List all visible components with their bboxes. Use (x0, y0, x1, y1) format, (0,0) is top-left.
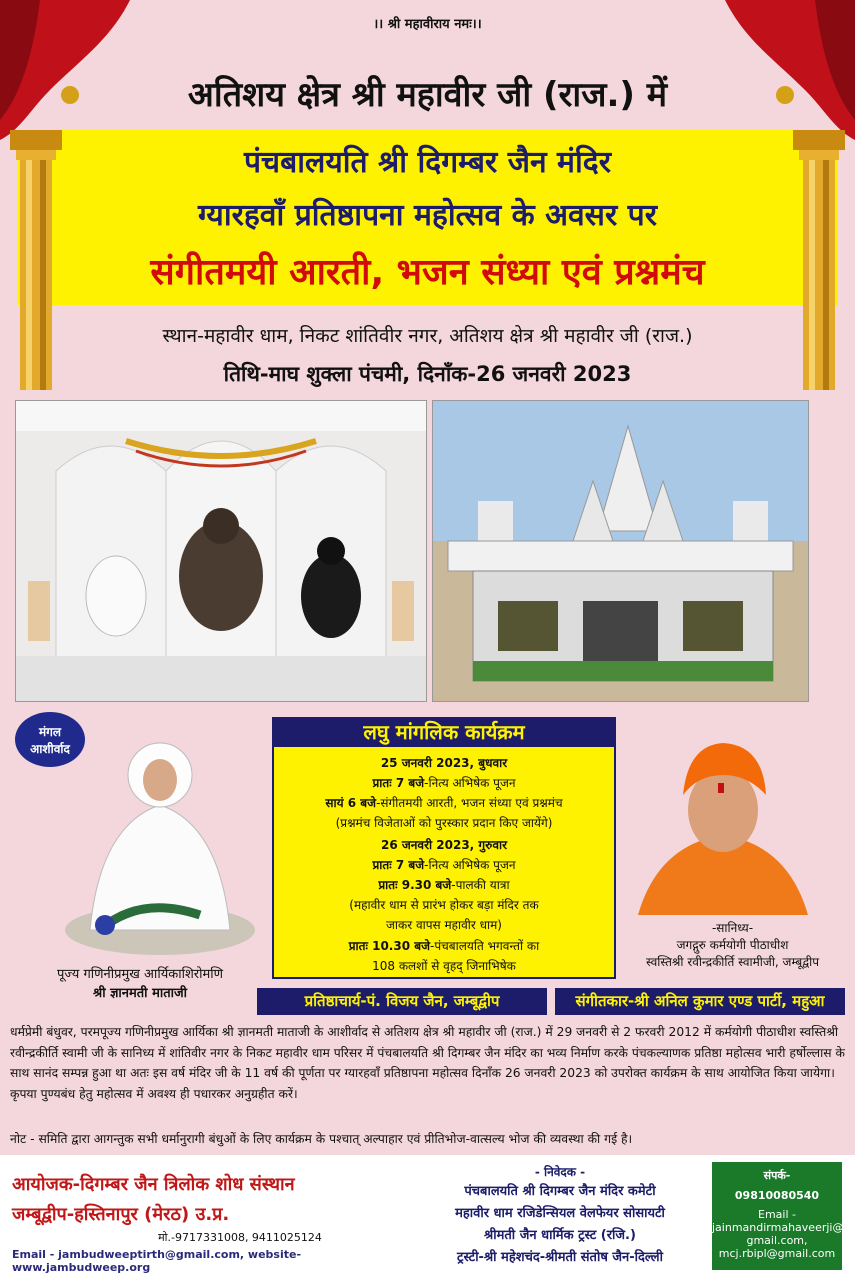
date-text: तिथि-माघ शुक्ला पंचमी, दिनाँक-26 जनवरी 2023 (223, 362, 632, 386)
program-day2-date: 26 जनवरी 2023, गुरुवार (380, 838, 508, 852)
organizer-email: Email - jambudweeptirth@gmail.com, website-www.jambudweep.org (12, 1248, 302, 1274)
program-day1-item2-time: सायं 6 बजे (325, 796, 377, 810)
headline-event: संगीतमयी आरती, भजन संध्या एवं प्रश्नमंच (150, 252, 705, 293)
program-day2-item1-time: प्रातः 7 बजे (372, 858, 425, 872)
blessing-badge-line1: मंगल (38, 724, 62, 739)
contact-box (712, 1162, 842, 1270)
program-day1-item1-time: प्रातः 7 बजे (372, 776, 425, 790)
program-day1-item2-text: -संगीतमयी आरती, भजन संध्या एवं प्रश्नमंच (376, 796, 563, 810)
program-day2-item3-cont: 108 कलशों से वृहद् जिनाभिषेक (372, 959, 516, 973)
swami-portrait-image (628, 735, 818, 915)
contact-email-line2: gmail.com, (746, 1234, 808, 1247)
swami-caption-line3: स्वस्तिश्री रवीन्द्रकीर्ति स्वामीजी, जम्बूद्वीप (645, 955, 820, 969)
nivedak-title: - निवेदक - (534, 1165, 586, 1179)
program-day1-item1-text: -नित्य अभिषेक पूजन (424, 776, 516, 790)
nun-caption-line2: श्री ज्ञानमती माताजी (92, 986, 188, 1001)
pratishthacharya-bar: प्रतिष्ठाचार्य-पं. विजय जैन, जम्बूद्वीप (257, 988, 547, 1015)
contact-phone: 09810080540 (734, 1189, 820, 1202)
program-day2-note2: जाकर वापस महावीर धाम) (386, 918, 502, 932)
venue-text: स्थान-महावीर धाम, निकट शांतिवीर नगर, अतिशय क्षेत्र श्री महावीर जी (राज.) (162, 325, 693, 347)
musician-bar: संगीतकार-श्री अनिल कुमार एण्ड पार्टी, महुआ (555, 988, 845, 1015)
blessing-badge-line2: आशीर्वाद (30, 741, 70, 756)
program-day2-item1 (272, 856, 616, 873)
program-day1-item1 (272, 774, 616, 791)
program-day1-date: 25 जनवरी 2023, बुधवार (380, 756, 508, 770)
program-day2-item2-time: प्रातः 9.30 बजे (378, 878, 452, 892)
organizer-phones: मो.-9717331008, 9411025124 (158, 1231, 322, 1244)
nivedak-line2: महावीर धाम रजिडेन्सियल वेलफेयर सोसायटी (455, 1206, 665, 1221)
program-day2-item1-text: -नित्य अभिषेक पूजन (424, 858, 516, 872)
invitation-paragraph: धर्मप्रेमी बंधुवर, परमपूज्य गणिनीप्रमुख आर्यिका श्री ज्ञानमती माताजी के आशीर्वाद से अतिशय क्षेत्र श्री महावीर जी (राज.) में 29 जनवरी से 2 फरवरी 2012 में कर्मयोगी पीठाधीश स्वस्तिश्री रवीन्द्रकीर्ति स्वामी जी के सानिध्य में शांतिवीर नगर के निकट महावीर धाम परिसर में पंचबालयति श्री दिगम्बर जैन मंदिर का भव्य निर्माण करके पंचकल्याणक प्रतिष्ठा महोत्सव भारी हर्षोल्लास के साथ सानंद सम्पन्न हुआ था अतः इस वर्ष मंदिर जी के 11 वर्ष की पूर्णता पर ग्यारहवाँ प्रतिष्ठापना महोत्सव दिनाँक 26 जनवरी 2023 को उपरोक्त कार्यक्रम के साथ आयोजित किया जायेगा। कृपया पुण्यबंध हेतु महोत्सव में अवश्य ही पधारकर अनुग्रहीत करें। (10, 1025, 845, 1101)
contact-email-line1: jainmandirmahaveerji@ (712, 1221, 844, 1234)
program-day1-note: (प्रश्नमंच विजेताओं को पुरस्कार प्रदान किए जायेंगे) (335, 816, 553, 830)
program-day2-note1: (महावीर धाम से प्रारंभ होकर बड़ा मंदिर तक (349, 898, 539, 912)
swami-caption-line1: -सानिध्य- (711, 921, 754, 935)
temple-idols-photo (15, 400, 427, 702)
headline-festival: ग्यारहवाँ प्रतिष्ठापना महोत्सव के अवसर पर (198, 198, 657, 233)
nivedak-line1: पंचबालयति श्री दिगम्बर जैन मंदिर कमेटी (464, 1184, 656, 1199)
program-day2-item3-time: प्रातः 10.30 बजे (348, 939, 431, 953)
organizer-line2: जम्बूद्वीप-हस्तिनापुर (मेरठ) उ.प्र. (12, 1204, 230, 1225)
nivedak-line3: श्रीमती जैन धार्मिक ट्रस्ट (रजि.) (484, 1228, 636, 1243)
contact-title: संपर्क- (763, 1169, 791, 1182)
invocation-text: ।। श्री महावीराय नमः।। (373, 17, 482, 32)
program-day2-item2 (272, 876, 616, 893)
program-day2-item3-text: -पंचबालयति भगवन्तों का (430, 939, 540, 953)
nun-caption (20, 965, 260, 1003)
organizer-line1: आयोजक-दिगम्बर जैन त्रिलोक शोध संस्थान (12, 1174, 295, 1195)
program-title: लघु मांगलिक कार्यक्रम (272, 717, 616, 747)
note-text: नोट - समिति द्वारा आगन्तुक सभी धर्मानुरागी बंधुओं के लिए कार्यक्रम के पश्चात् अल्पाहार एवं प्रीतिभोज-वात्सल्य भोज की व्यवस्था की गई है। (10, 1132, 633, 1146)
contact-email-label: Email - (758, 1208, 796, 1221)
headline-temple: पंचबालयति श्री दिगम्बर जैन मंदिर (244, 145, 611, 180)
program-day2-item3 (272, 937, 616, 954)
program-day1-item2 (272, 794, 616, 811)
swami-caption (620, 920, 845, 971)
temple-building-photo (432, 400, 809, 702)
headline-location: अतिशय क्षेत्र श्री महावीर जी (राज.) में (187, 75, 668, 115)
nivedak-line4: ट्रस्टी-श्री महेशचंद-श्रीमती संतोष जैन-दिल्ली (457, 1250, 663, 1265)
nun-caption-line1: पूज्य गणिनीप्रमुख आर्यिकाशिरोमणि (56, 967, 224, 982)
contact-email-line3: mcj.rbipl@gmail.com (718, 1247, 836, 1260)
nun-portrait-image (60, 715, 260, 960)
swami-caption-line2: जगद्गुरु कर्मयोगी पीठाधीश (676, 938, 789, 952)
program-day2-item2-text: -पालकी यात्रा (451, 878, 510, 892)
